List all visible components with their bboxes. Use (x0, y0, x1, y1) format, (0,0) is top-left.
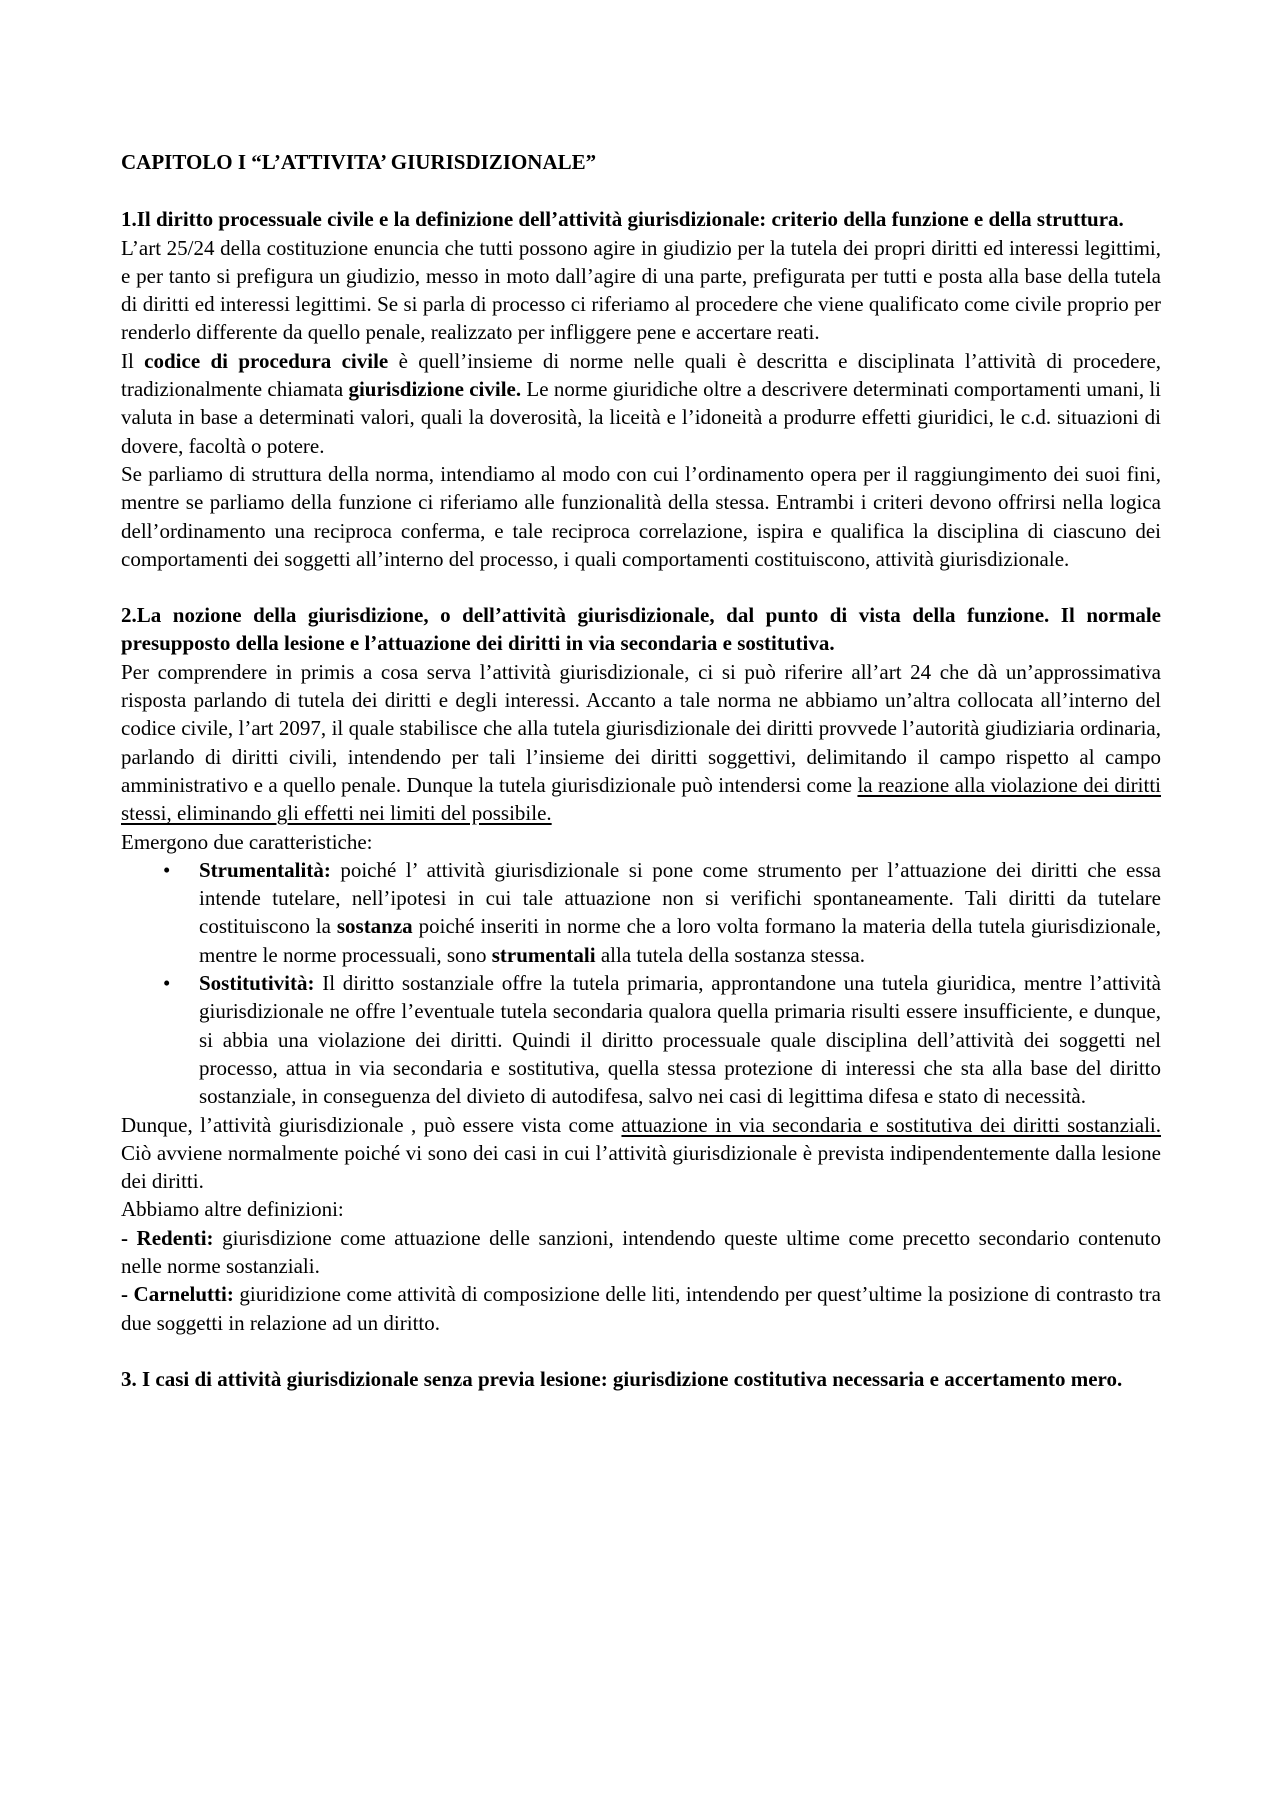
underlined-text: attuazione in via secondaria e sostitutiva dei diritti sostanziali. (621, 1112, 1161, 1137)
bold-term: codice di procedura civile (144, 348, 389, 373)
text-run: Le norme giuridiche oltre a descrivere determinati comportamenti umani, li valuta in base a determinati valori, quali la doverosità, la liceità e l’idoneità a produrre effetti giuridici, le c.d. situazioni di dovere, facoltà o potere. (121, 377, 1162, 458)
definition-carnelutti (121, 1280, 1161, 1337)
paragraph-gap (121, 1337, 1161, 1365)
text-run: poiché l’ attività giurisdizionale si pone come strumento per l’attuazione dei diritti che essa intende tutelare, nell’ipotesi in cui tale attuazione non si verifichi spontaneamente. Tali diritti da tutelare costituiscono la (199, 857, 1161, 939)
section-1-paragraph-3: Se parliamo di struttura della norma, intendiamo al modo con cui l’ordinamento opera per il raggiungimento dei suoi fini, mentre se parliamo della funzione ci riferiamo alle funzionalità della stessa. Entrambi i criteri devono offrirsi nella logica dell’ordinamento una reciproca conferma, e tale reciproca correlazione, ispira e qualifica la disciplina di ciascuno dei comportamenti dei soggetti all’interno del processo, i quali comportamenti costituiscono, attività giurisdizionale. (121, 461, 1161, 571)
bold-term: strumentali (491, 942, 596, 967)
text-run: Il diritto sostanziale offre la tutela primaria, approntandone una tutela giuridica, mentre l’attività giurisdizionale ne offre l’eventuale tutela secondaria qualora quella primaria risulti essere insufficiente, e dunque, si abbia una violazione dei diritti. Quindi il diritto processuale quale disciplina dell’attività dei soggetti nel processo, attua in via secondaria e sostitutiva, quella stessa protezione di interessi che sta alla base del diritto sostanziale, in conseguenza del divieto di autodifesa, salvo nei casi di legittima difesa e stato di necessità. (199, 971, 1161, 1109)
section-2-paragraph-4: Abbiamo altre definizioni: (121, 1197, 344, 1222)
bold-term: giurisdizione civile. (348, 377, 522, 402)
text-run: poiché inseriti in norme che a loro volta formano la materia della tutela giurisdizionale, mentre le norme processuali, sono (199, 914, 1162, 967)
section-3-title: 3. I casi di attività giurisdizionale senza previa lesione: giurisdizione costitutiva necessaria e accertamento mero. (121, 1366, 1123, 1391)
section-2-paragraph-2: Emergono due caratteristiche: (121, 829, 373, 854)
section-2 (121, 601, 1161, 1337)
dash: - (121, 1225, 137, 1250)
section-1-paragraph-2 (121, 347, 1161, 460)
text-run: giuridizione come attività di composizione delle liti, intendendo per quest’ultime la posizione di contrasto tra due soggetti in relazione ad un diritto. (121, 1282, 1161, 1335)
dash: - (121, 1282, 134, 1307)
text-run: alla tutela della sostanza stessa. (595, 942, 865, 967)
section-1-title: 1.Il diritto processuale civile e la definizione dell’attività giurisdizionale: criterio della funzione e della struttura. (121, 207, 1124, 232)
bold-term: Redenti: (136, 1225, 214, 1250)
section-2-paragraph-1 (121, 658, 1161, 828)
text-run: Per comprendere in primis a cosa serva l’attività giurisdizionale, ci si può riferire all’art 24 che dà un’approssimativa risposta parlando di tutela dei diritti e degli interessi. Accanto a tale norma ne abbiamo un’altra collocata all’interno del codice civile, l’art 2097, il quale stabilisce che alla tutela giurisdizionale dei diritti provvede l’autorità giudiziaria ordinaria, parlando di diritti civili, intendendo per tali l’insieme dei diritti soggettivi, delimitando il campo rispetto al campo amministrativo e a quello penale. Dunque la tutela giurisdizionale può intendersi come (121, 659, 1161, 797)
section-2-paragraph-3 (121, 1111, 1161, 1196)
definition-redenti (121, 1224, 1161, 1281)
bold-term: Strumentalità: (199, 857, 331, 882)
bold-term: Sostitutività: (199, 971, 315, 996)
bold-term: sostanza (336, 914, 413, 939)
section-2-title: 2.La nozione della giurisdizione, o dell’attività giurisdizionale, dal punto di vista della funzione. Il normale presupposto della lesione e l’attuazione dei diritti in via secondaria e sostitutiva. (121, 603, 1161, 656)
section-1 (121, 205, 1161, 573)
chapter-title: CAPITOLO I “L’ATTIVITA’ GIURISDIZIONALE” (121, 150, 597, 174)
text-run: è quell’insieme di norme nelle quali è descritta e disciplinata l’attività di procedere, tradizionalmente chiamata (121, 348, 1162, 402)
bold-term: Carnelutti: (133, 1282, 234, 1307)
section-1-paragraph-1: L’art 25/24 della costituzione enuncia che tutti possono agire in giudizio per la tutela dei propri diritti ed interessi legittimi, e per tanto si prefigura un giudizio, messo in moto dall’agire di una parte, prefigurata per tutti e posta alla base della tutela di diritti ed interessi legittimi. Se si parla di processo ci riferiamo al procedere che viene qualificato come civile proprio per renderlo differente da quello penale, realizzato per infliggere pene e accertare reati. (121, 235, 1161, 345)
bullet-icon: • (163, 971, 171, 996)
paragraph-gap (121, 573, 1161, 601)
characteristics-list (121, 856, 1161, 1111)
document-body (121, 148, 1161, 1393)
text-run: Ciò avviene normalmente poiché vi sono dei casi in cui l’attività giurisdizionale è prevista indipendentemente dalla lesione dei diritti. (121, 1140, 1161, 1194)
section-3 (121, 1365, 1161, 1393)
text-run: Dunque, l’attività giurisdizionale , può essere vista come (121, 1112, 622, 1137)
list-item (121, 969, 1161, 1110)
bullet-icon: • (163, 857, 171, 882)
list-item (121, 856, 1161, 969)
text-run: giurisdizione come attuazione delle sanzioni, intendendo queste ultime come precetto secondario contenuto nelle norme sostanziali. (121, 1225, 1161, 1278)
text-run: Il (121, 348, 145, 373)
underlined-text: la reazione alla violazione dei diritti stessi, eliminando gli effetti nei limiti del possibile. (121, 772, 1161, 826)
